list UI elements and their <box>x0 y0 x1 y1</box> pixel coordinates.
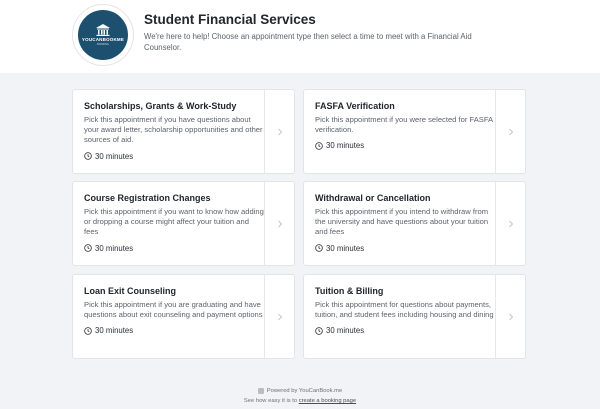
building-icon <box>96 24 110 36</box>
duration-text: 30 minutes <box>95 326 134 336</box>
appointment-card-withdrawal[interactable] <box>303 181 526 266</box>
appointment-card-scholarships[interactable] <box>72 89 295 174</box>
chevron-right-icon[interactable] <box>496 90 525 173</box>
chevron-right-icon[interactable] <box>265 182 294 265</box>
card-description: Pick this appointment if you have questions about your award letter, scholarship opportunities and other sources of aid. <box>84 115 263 145</box>
duration-text: 30 minutes <box>326 326 365 336</box>
card-description: Pick this appointment if you want to know how adding or dropping a course might affect your tuition and fees <box>84 207 264 237</box>
card-duration <box>315 244 495 253</box>
footer-cta <box>0 397 600 405</box>
page-title: Student Financial Services <box>144 12 316 27</box>
logo-subtext: BOOKING <box>97 42 109 46</box>
card-description: Pick this appointment for questions about payments, tuition, and student fees including housing and dining <box>315 300 494 320</box>
duration-text: 30 minutes <box>326 243 365 253</box>
footer-cta-prefix: See how easy it is to <box>243 398 299 404</box>
card-duration <box>84 152 264 161</box>
clock-icon <box>315 244 323 252</box>
page-footer <box>0 387 600 405</box>
card-title: Withdrawal or Cancellation <box>315 193 431 203</box>
appointment-card-tuition-billing[interactable] <box>303 274 526 359</box>
clock-icon <box>315 142 323 150</box>
card-title: FASFA Verification <box>315 101 395 111</box>
youcanbookme-icon <box>258 388 264 394</box>
powered-by <box>258 387 342 395</box>
duration-text: 30 minutes <box>326 141 365 151</box>
logo-container <box>72 4 134 66</box>
logo-text: YOUCANBOOKME <box>81 37 125 42</box>
chevron-right-icon[interactable] <box>265 275 294 358</box>
duration-text: 30 minutes <box>95 243 134 253</box>
card-description: Pick this appointment if you were selected for FASFA verification. <box>315 115 493 135</box>
card-duration <box>315 141 495 150</box>
card-description: Pick this appointment if you intend to withdraw from the university and have questions about your tuition and fees <box>315 207 489 237</box>
card-title: Loan Exit Counseling <box>84 286 177 296</box>
create-booking-page-link[interactable]: create a booking page <box>298 398 357 404</box>
chevron-right-icon[interactable] <box>496 275 525 358</box>
appointment-card-loan-exit[interactable] <box>72 274 295 359</box>
chevron-right-icon[interactable] <box>265 90 294 173</box>
chevron-right-icon[interactable] <box>496 182 525 265</box>
logo <box>78 10 128 60</box>
card-title: Tuition & Billing <box>315 286 384 296</box>
card-title: Scholarships, Grants & Work-Study <box>84 101 237 111</box>
card-title: Course Registration Changes <box>84 193 211 203</box>
clock-icon <box>84 244 92 252</box>
clock-icon <box>315 327 323 335</box>
clock-icon <box>84 327 92 335</box>
clock-icon <box>84 152 92 160</box>
appointment-card-fasfa[interactable] <box>303 89 526 174</box>
card-duration <box>84 326 264 335</box>
card-duration <box>84 244 264 253</box>
card-description: Pick this appointment if you are graduating and have questions about exit counseling and payment options <box>84 300 263 320</box>
powered-by-text: Powered by YouCanBook.me <box>266 388 343 394</box>
card-duration <box>315 326 495 335</box>
appointment-card-course-registration[interactable] <box>72 181 295 266</box>
page-header <box>0 0 600 73</box>
page-subtitle: We're here to help! Choose an appointment type then select a time to meet with a Financial Aid Counselor. <box>144 32 472 52</box>
duration-text: 30 minutes <box>95 151 134 161</box>
